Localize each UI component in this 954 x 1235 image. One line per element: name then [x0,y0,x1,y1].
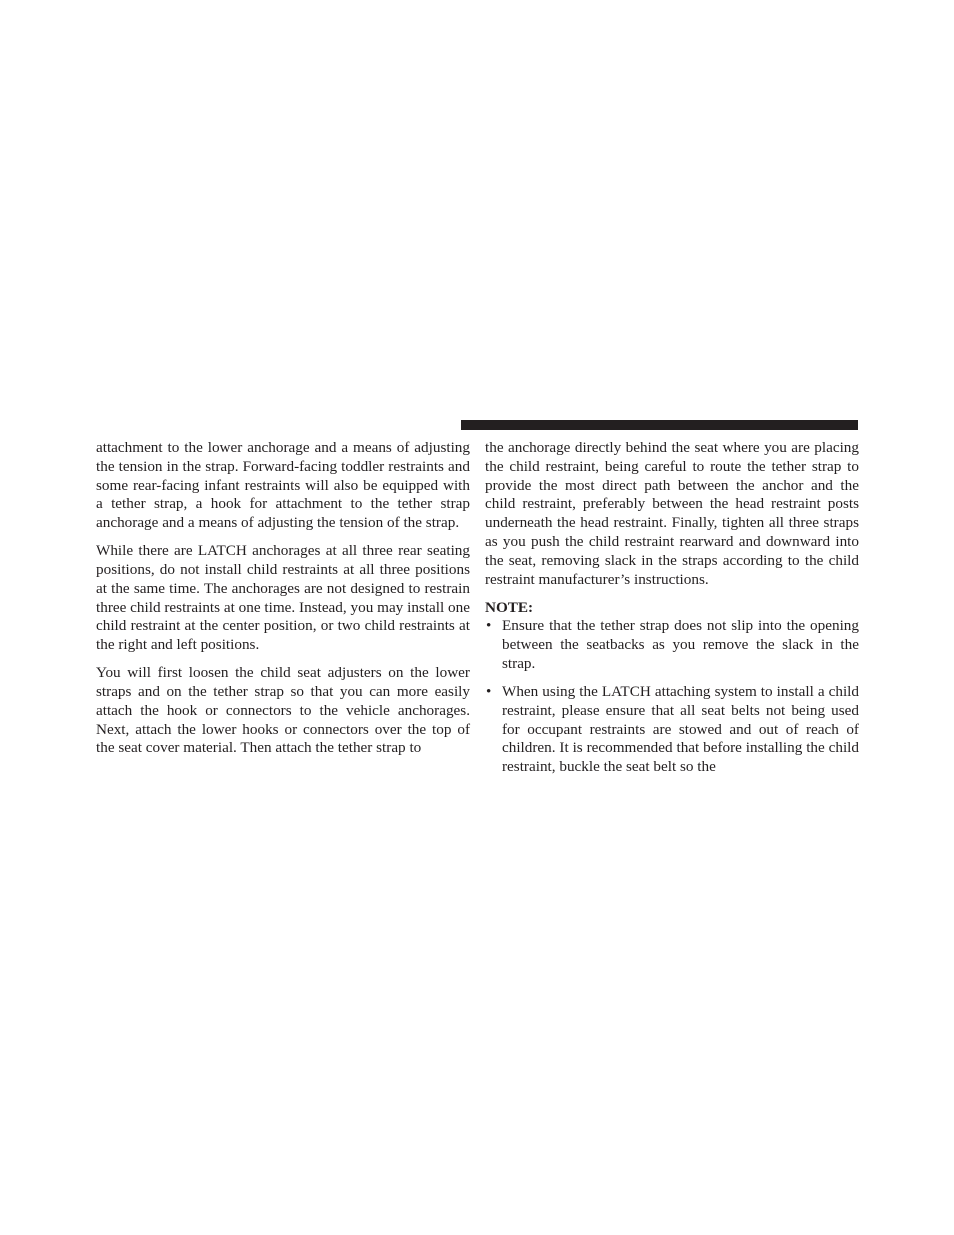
note-bullet-list [485,617,859,777]
list-item-text: Ensure that the tether strap does not slip into the opening between the seatbacks as you remove the slack in the strap. [502,617,859,672]
list-item [485,617,859,673]
bullet-icon: • [486,617,492,635]
body-paragraph: attachment to the lower anchorage and a means of adjusting the tension in the strap. Forward-facing toddler restraints and some rear-facing infant restraints will also be equipped with a tether strap, a hook for attachment to the tether strap anchorage and a means of adjusting the tension of the strap. [96,439,470,532]
body-paragraph: the anchorage directly behind the seat where you are placing the child restraint, being careful to route the tether strap to provide the most direct path between the anchor and the child restraint, preferably between the head restraint posts underneath the head restraint. Finally, tighten all three straps as you push the child restraint rearward and downward into the seat, removing slack in the straps according to the child restraint manufacturer’s instructions. [485,439,859,588]
list-item [485,683,859,777]
note-label: NOTE: [485,598,534,616]
body-paragraph: While there are LATCH anchorages at all three rear seating positions, do not install child restraints at all three positions at the same time. The anchorages are not designed to restrain three child restraints at one time. Instead, you may install one child restraint at the center position, or two child restraints at the right and left positions. [96,542,470,654]
left-column [96,439,470,767]
body-paragraph: You will first loosen the child seat adjusters on the lower straps and on the tether strap so that you can more easily attach the hook or connectors to the vehicle anchorages. Next, attach the lower hooks or connectors over the top of the seat cover material. Then attach the tether strap to [96,664,470,757]
bullet-icon: • [486,682,492,700]
right-column [485,439,859,786]
list-item-text: When using the LATCH attaching system to install a child restraint, please ensure that all seat belts not being used for occupant restraints are stowed and out of reach of children. It is recommended that before installing the child restraint, buckle the seat belt so the [502,682,859,776]
section-header-bar [461,420,858,430]
